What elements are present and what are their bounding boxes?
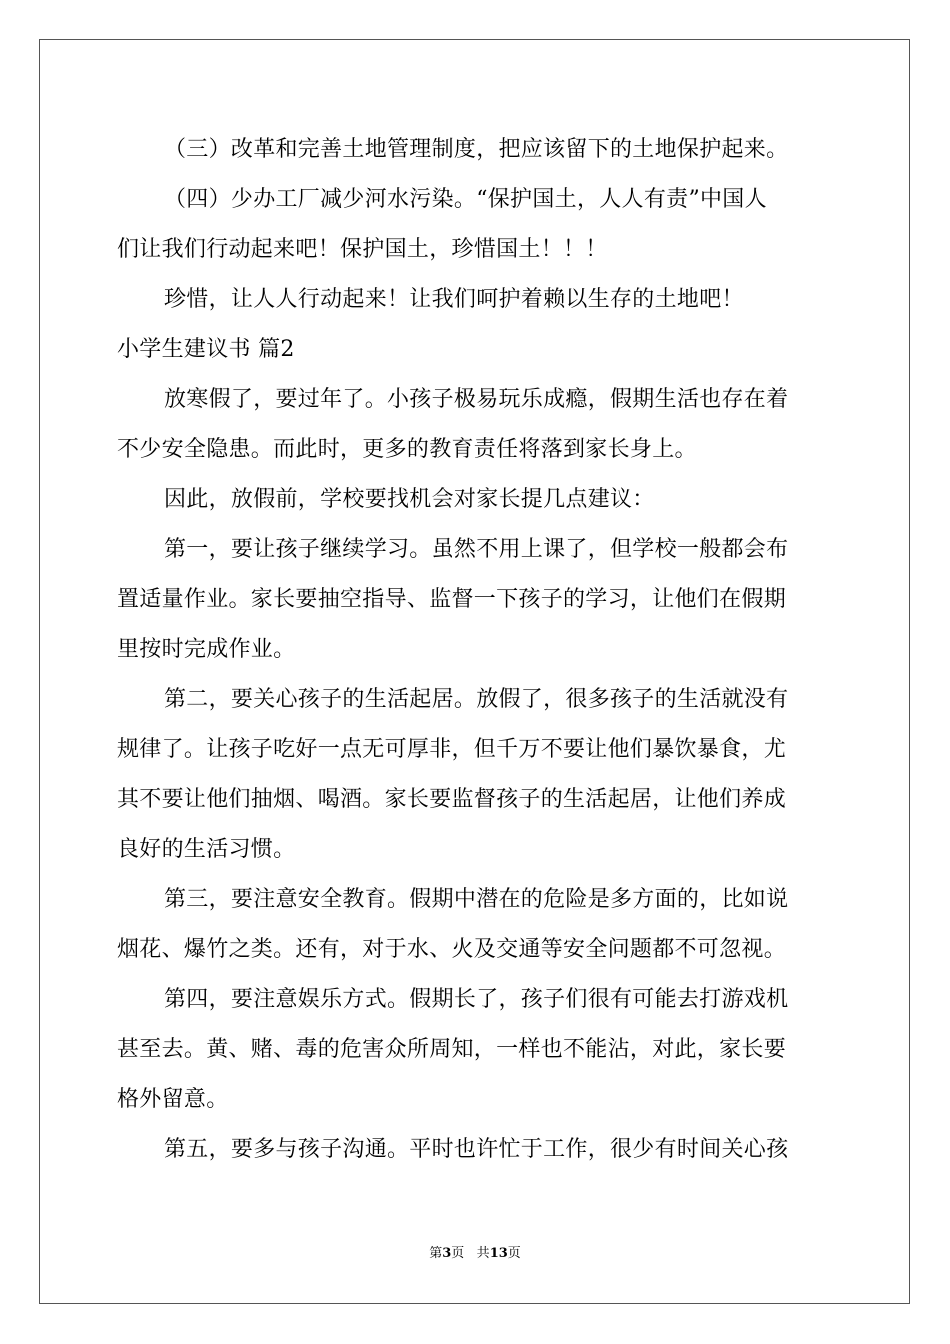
total-prefix: 共 <box>476 1246 490 1261</box>
paragraph-line: 第二，要关心孩子的生活起居。放假了，很多孩子的生活就没有 <box>164 687 789 712</box>
paragraph-line: 第三，要注意安全教育。假期中潜在的危险是多方面的，比如说 <box>164 887 789 912</box>
paragraph-line: 格外留意。 <box>117 1087 229 1112</box>
paragraph-line: （三）改革和完善土地管理制度，把应该留下的土地保护起来。 <box>164 137 789 162</box>
paragraph-line: 良好的生活习惯。 <box>117 837 296 862</box>
paragraph-line: 甚至去。黄、赌、毒的危害众所周知，一样也不能沾，对此，家长要 <box>117 1037 787 1062</box>
page-suffix: 页 <box>451 1246 465 1261</box>
paragraph-line: 第四，要注意娱乐方式。假期长了，孩子们很有可能去打游戏机 <box>164 987 789 1012</box>
paragraph-line: 烟花、爆竹之类。还有，对于水、火及交通等安全问题都不可忽视。 <box>117 937 787 962</box>
paragraph-line: 放寒假了，要过年了。小孩子极易玩乐成瘾，假期生活也存在着 <box>164 387 789 412</box>
paragraph-line: 珍惜，让人人行动起来！让我们呵护着赖以生存的土地吧！ <box>164 287 744 312</box>
paragraph-line: 规律了。让孩子吃好一点无可厚非，但千万不要让他们暴饮暴食，尤 <box>117 737 787 762</box>
paragraph-line: 里按时完成作业。 <box>117 637 296 662</box>
paragraph-line: 不少安全隐患。而此时，更多的教育责任将落到家长身上。 <box>117 437 697 462</box>
paragraph-line: 置适量作业。家长要抽空指导、监督一下孩子的学习，让他们在假期 <box>117 587 787 612</box>
paragraph-line: 其不要让他们抽烟、喝酒。家长要监督孩子的生活起居，让他们养成 <box>117 787 787 812</box>
page-border <box>39 39 910 1304</box>
page-footer <box>0 1246 950 1262</box>
paragraph-line: 第五，要多与孩子沟通。平时也许忙于工作，很少有时间关心孩 <box>164 1137 789 1162</box>
total-suffix: 页 <box>507 1246 521 1261</box>
section-heading: 小学生建议书 篇2 <box>117 337 295 362</box>
page-number: 3 <box>442 1246 452 1261</box>
paragraph-line: （四）少办工厂减少河水污染。“保护国土，人人有责”中国人 <box>164 187 767 212</box>
total-pages: 13 <box>489 1246 508 1261</box>
paragraph-line: 因此，放假前，学校要找机会对家长提几点建议： <box>164 487 655 512</box>
paragraph-line: 第一，要让孩子继续学习。虽然不用上课了，但学校一般都会布 <box>164 537 789 562</box>
page-prefix: 第 <box>429 1246 443 1261</box>
paragraph-line: 们让我们行动起来吧！保护国土，珍惜国土！！！ <box>117 237 608 262</box>
